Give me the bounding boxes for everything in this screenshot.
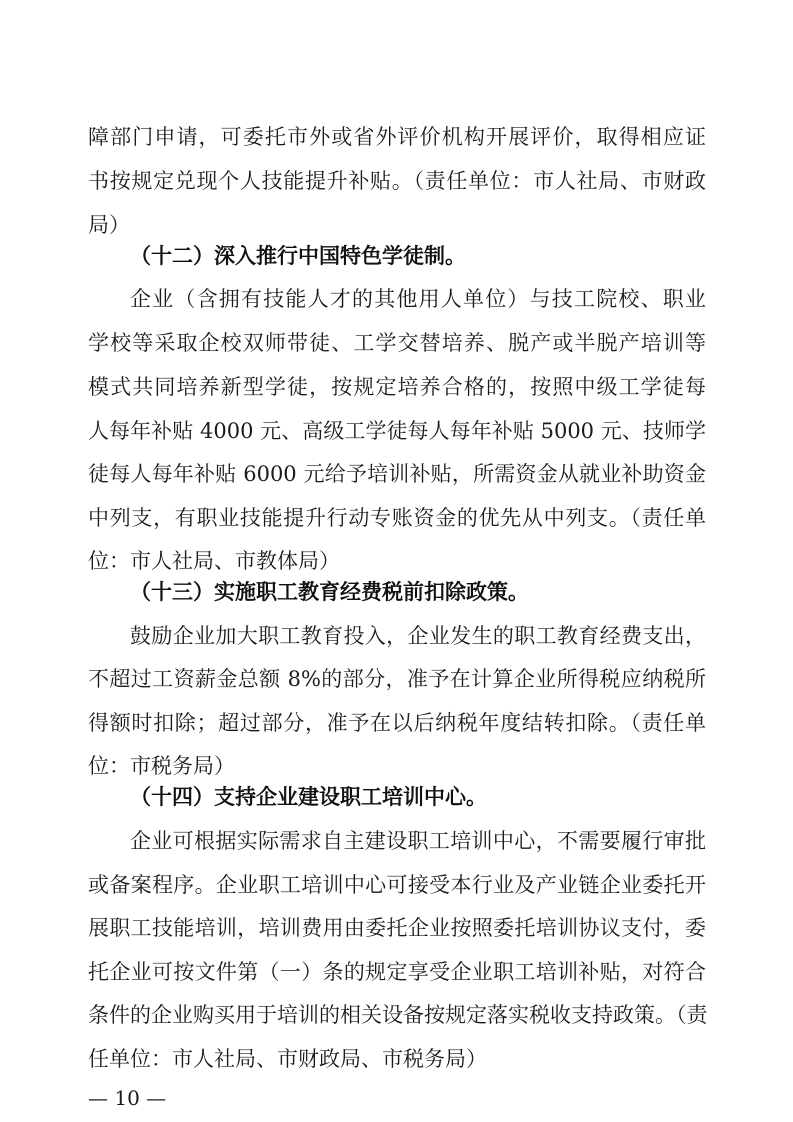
body-line: 模式共同培养新型学徒，按规定培养合格的，按照中级工学徒每 — [88, 375, 706, 399]
section-heading: （十四）支持企业建设职工培训中心。 — [130, 785, 487, 809]
body-line: 徒每人每年补贴 6000 元给予培训补贴，所需资金从就业补助资金 — [88, 462, 706, 486]
body-line: 展职工技能培训，培训费用由委托企业按照委托培训协议支付，委 — [88, 916, 706, 940]
body-line: 中列支，有职业技能提升行动专账资金的优先从中列支。（责任单 — [88, 506, 706, 530]
section-heading: （十三）实施职工教育经费税前扣除政策。 — [130, 580, 529, 604]
body-line: 托企业可按文件第（一）条的规定享受企业职工培训补贴，对符合 — [88, 960, 706, 984]
body-line: 学校等采取企校双师带徒、工学交替培养、脱产或半脱产培训等 — [88, 331, 706, 355]
body-line: 位：市人社局、市教体局） — [88, 549, 340, 573]
body-line: 不超过工资薪金总额 8%的部分，准予在计算企业所得税应纳税所 — [88, 667, 706, 691]
body-line: 人每年补贴 4000 元、高级工学徒每人每年补贴 5000 元、技师学 — [88, 419, 706, 443]
section-heading: （十二）深入推行中国特色学徒制。 — [130, 244, 466, 268]
body-line: 书按规定兑现个人技能提升补贴。（责任单位：市人社局、市财政 — [88, 169, 706, 193]
body-line: 局） — [88, 213, 130, 237]
body-line: 企业可根据实际需求自主建设职工培训中心，不需要履行审批 — [130, 829, 706, 853]
body-line: 位：市税务局） — [88, 754, 235, 778]
body-line: 鼓励企业加大职工教育投入，企业发生的职工教育经费支出， — [130, 624, 706, 648]
body-line: 得额时扣除；超过部分，准予在以后纳税年度结转扣除。（责任单 — [88, 711, 706, 735]
body-line: 条件的企业购买用于培训的相关设备按规定落实税收支持政策。（责 — [88, 1003, 708, 1027]
body-line: 障部门申请，可委托市外或省外评价机构开展评价，取得相应证 — [88, 125, 706, 149]
body-line: 企业（含拥有技能人才的其他用人单位）与技工院校、职业 — [130, 287, 706, 311]
body-line: 或备案程序。企业职工培训中心可接受本行业及产业链企业委托开 — [88, 873, 706, 897]
page-number: — 10 — — [88, 1086, 167, 1110]
body-line: 任单位：市人社局、市财政局、市税务局） — [88, 1047, 487, 1071]
